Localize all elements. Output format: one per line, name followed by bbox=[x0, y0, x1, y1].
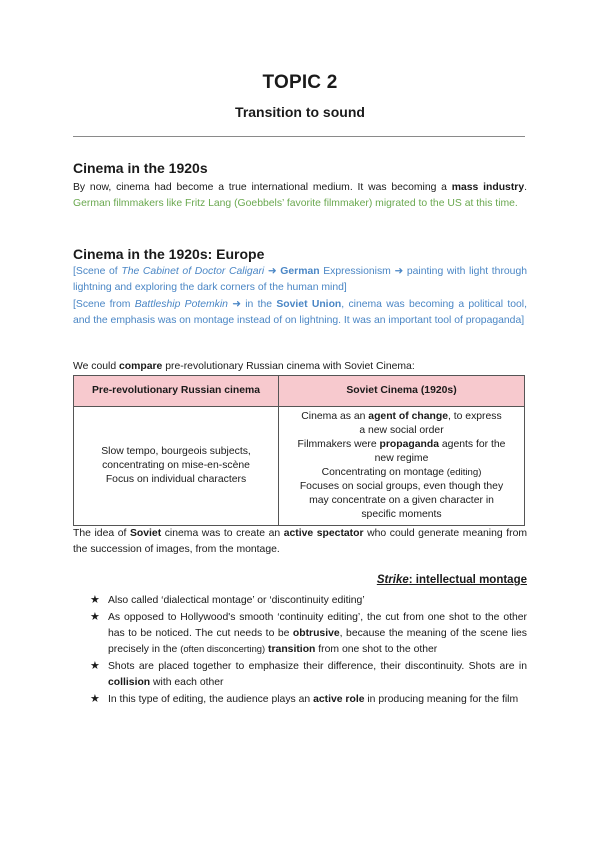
small-note: (editing) bbox=[444, 467, 482, 478]
cell-line bbox=[297, 438, 506, 466]
text-run: : intellectual montage bbox=[408, 574, 527, 586]
paragraph-caligari bbox=[73, 264, 527, 297]
bold-run: active spectator bbox=[283, 528, 364, 539]
text-run: Cinema as an bbox=[301, 411, 369, 422]
bold-run: compare bbox=[119, 361, 163, 372]
cell-line bbox=[297, 410, 506, 438]
text-run: As opposed to Hollywood's smooth ‘continuity editing’, the cut from one shot to the other has to be noticed. The cut needs to be bbox=[108, 611, 527, 639]
text-run: Also called ‘dialectical montage’ or ‘discontinuity editing’ bbox=[108, 595, 365, 606]
table-header-cell: Soviet Cinema (1920s) bbox=[279, 376, 525, 407]
bold-run: Soviet bbox=[129, 528, 162, 539]
text-run: By now, cinema had become a true international medium. It was becoming a bbox=[73, 182, 452, 193]
cell-line: Slow tempo, bourgeois subjects, bbox=[101, 446, 251, 457]
text-run: ➜ in the bbox=[227, 299, 277, 310]
table-header-row bbox=[74, 376, 525, 407]
page-title: TOPIC 2 bbox=[262, 72, 338, 93]
bold-run: propaganda bbox=[379, 439, 439, 450]
paragraph-1920s bbox=[73, 180, 527, 213]
film-title: The Cabinet of Doctor Caligari bbox=[121, 266, 265, 277]
table-header-cell: Pre-revolutionary Russian cinema bbox=[74, 376, 279, 407]
table-cell-prerevolutionary bbox=[74, 407, 279, 526]
bold-run: mass industry bbox=[451, 182, 525, 193]
text-run: . bbox=[524, 182, 527, 193]
text-run: , cinema was becoming a political tool, and the emphasis was on montage instead of on lightning. It was an important tool of propaganda] bbox=[73, 299, 527, 327]
text-run: in producing meaning for the film bbox=[364, 693, 519, 705]
text-run: cinema was to create an bbox=[161, 528, 284, 539]
cell-line bbox=[297, 466, 506, 480]
text-run: We could bbox=[73, 361, 120, 372]
montage-bullet-list bbox=[90, 593, 527, 709]
list-item bbox=[90, 610, 527, 658]
section-heading-1920s: Cinema in the 1920s bbox=[73, 160, 208, 176]
text-run: The idea of bbox=[73, 528, 130, 539]
bold-run: active role bbox=[313, 693, 365, 705]
comparison-table bbox=[73, 375, 525, 526]
green-note: German filmmakers like Fritz Lang (Goebbels’ favorite filmmaker) migrated to the US at this time. bbox=[73, 198, 518, 210]
text-run: agents for the new regime bbox=[374, 439, 506, 464]
paragraph-potemkin bbox=[73, 297, 527, 330]
text-run: with each other bbox=[150, 676, 224, 688]
text-run: Concentrating on montage bbox=[321, 467, 445, 478]
text-run: [Scene of bbox=[73, 266, 122, 277]
table-row bbox=[74, 407, 525, 526]
strike-heading bbox=[377, 574, 527, 586]
film-title: Strike bbox=[376, 574, 409, 586]
bold-run: collision bbox=[108, 676, 151, 688]
compare-intro bbox=[73, 359, 527, 375]
text-run: from one shot to the other bbox=[315, 644, 438, 656]
text-run: Expressionism ➜ painting with light through lightning and exploring the dark corners of the human mind] bbox=[73, 266, 528, 294]
page-subtitle: Transition to sound bbox=[235, 104, 365, 120]
cell-line: Focuses on social groups, even though they may concentrate on a given character in specific moments bbox=[299, 481, 504, 520]
text-run: , because the meaning of the scene lies precisely in the bbox=[108, 627, 527, 656]
paragraph-soviet-idea bbox=[73, 526, 527, 559]
list-item bbox=[90, 692, 527, 708]
text-run: In this type of editing, the audience plays an bbox=[108, 693, 314, 705]
cell-line: Focus on individual characters bbox=[105, 474, 247, 485]
star-bullet-icon: ★ bbox=[90, 692, 100, 705]
star-bullet-icon: ★ bbox=[90, 610, 100, 623]
divider bbox=[73, 136, 525, 137]
list-item bbox=[90, 659, 527, 691]
star-bullet-icon: ★ bbox=[90, 660, 100, 673]
small-note: (often disconcerting) bbox=[180, 643, 266, 655]
text-run: Filmmakers were bbox=[297, 439, 380, 450]
text-run: who could generate meaning from the succession of images, from the montage. bbox=[73, 528, 528, 556]
text-run: , to express a new social order bbox=[359, 411, 502, 436]
section-heading-europe: Cinema in the 1920s: Europe bbox=[73, 246, 265, 262]
arrow-icon: ➜ bbox=[264, 266, 281, 277]
cell-line: concentrating on mise-en-scène bbox=[102, 460, 250, 471]
bold-run: Soviet Union bbox=[276, 299, 342, 310]
text-run: Shots are placed together to emphasize their difference, their discontinuity. Shots are in bbox=[108, 661, 527, 673]
star-bullet-icon: ★ bbox=[90, 594, 100, 606]
film-title: Battleship Potemkin bbox=[134, 299, 228, 310]
bold-run: transition bbox=[268, 644, 316, 656]
bold-run: German bbox=[280, 266, 320, 277]
table-cell-soviet bbox=[279, 407, 525, 526]
bold-run: agent of change bbox=[368, 411, 448, 422]
bold-run: obtrusive bbox=[292, 627, 340, 639]
list-item bbox=[90, 593, 527, 609]
text-run: pre-revolutionary Russian cinema with Soviet Cinema: bbox=[162, 361, 415, 372]
text-run: [Scene from bbox=[73, 299, 135, 310]
